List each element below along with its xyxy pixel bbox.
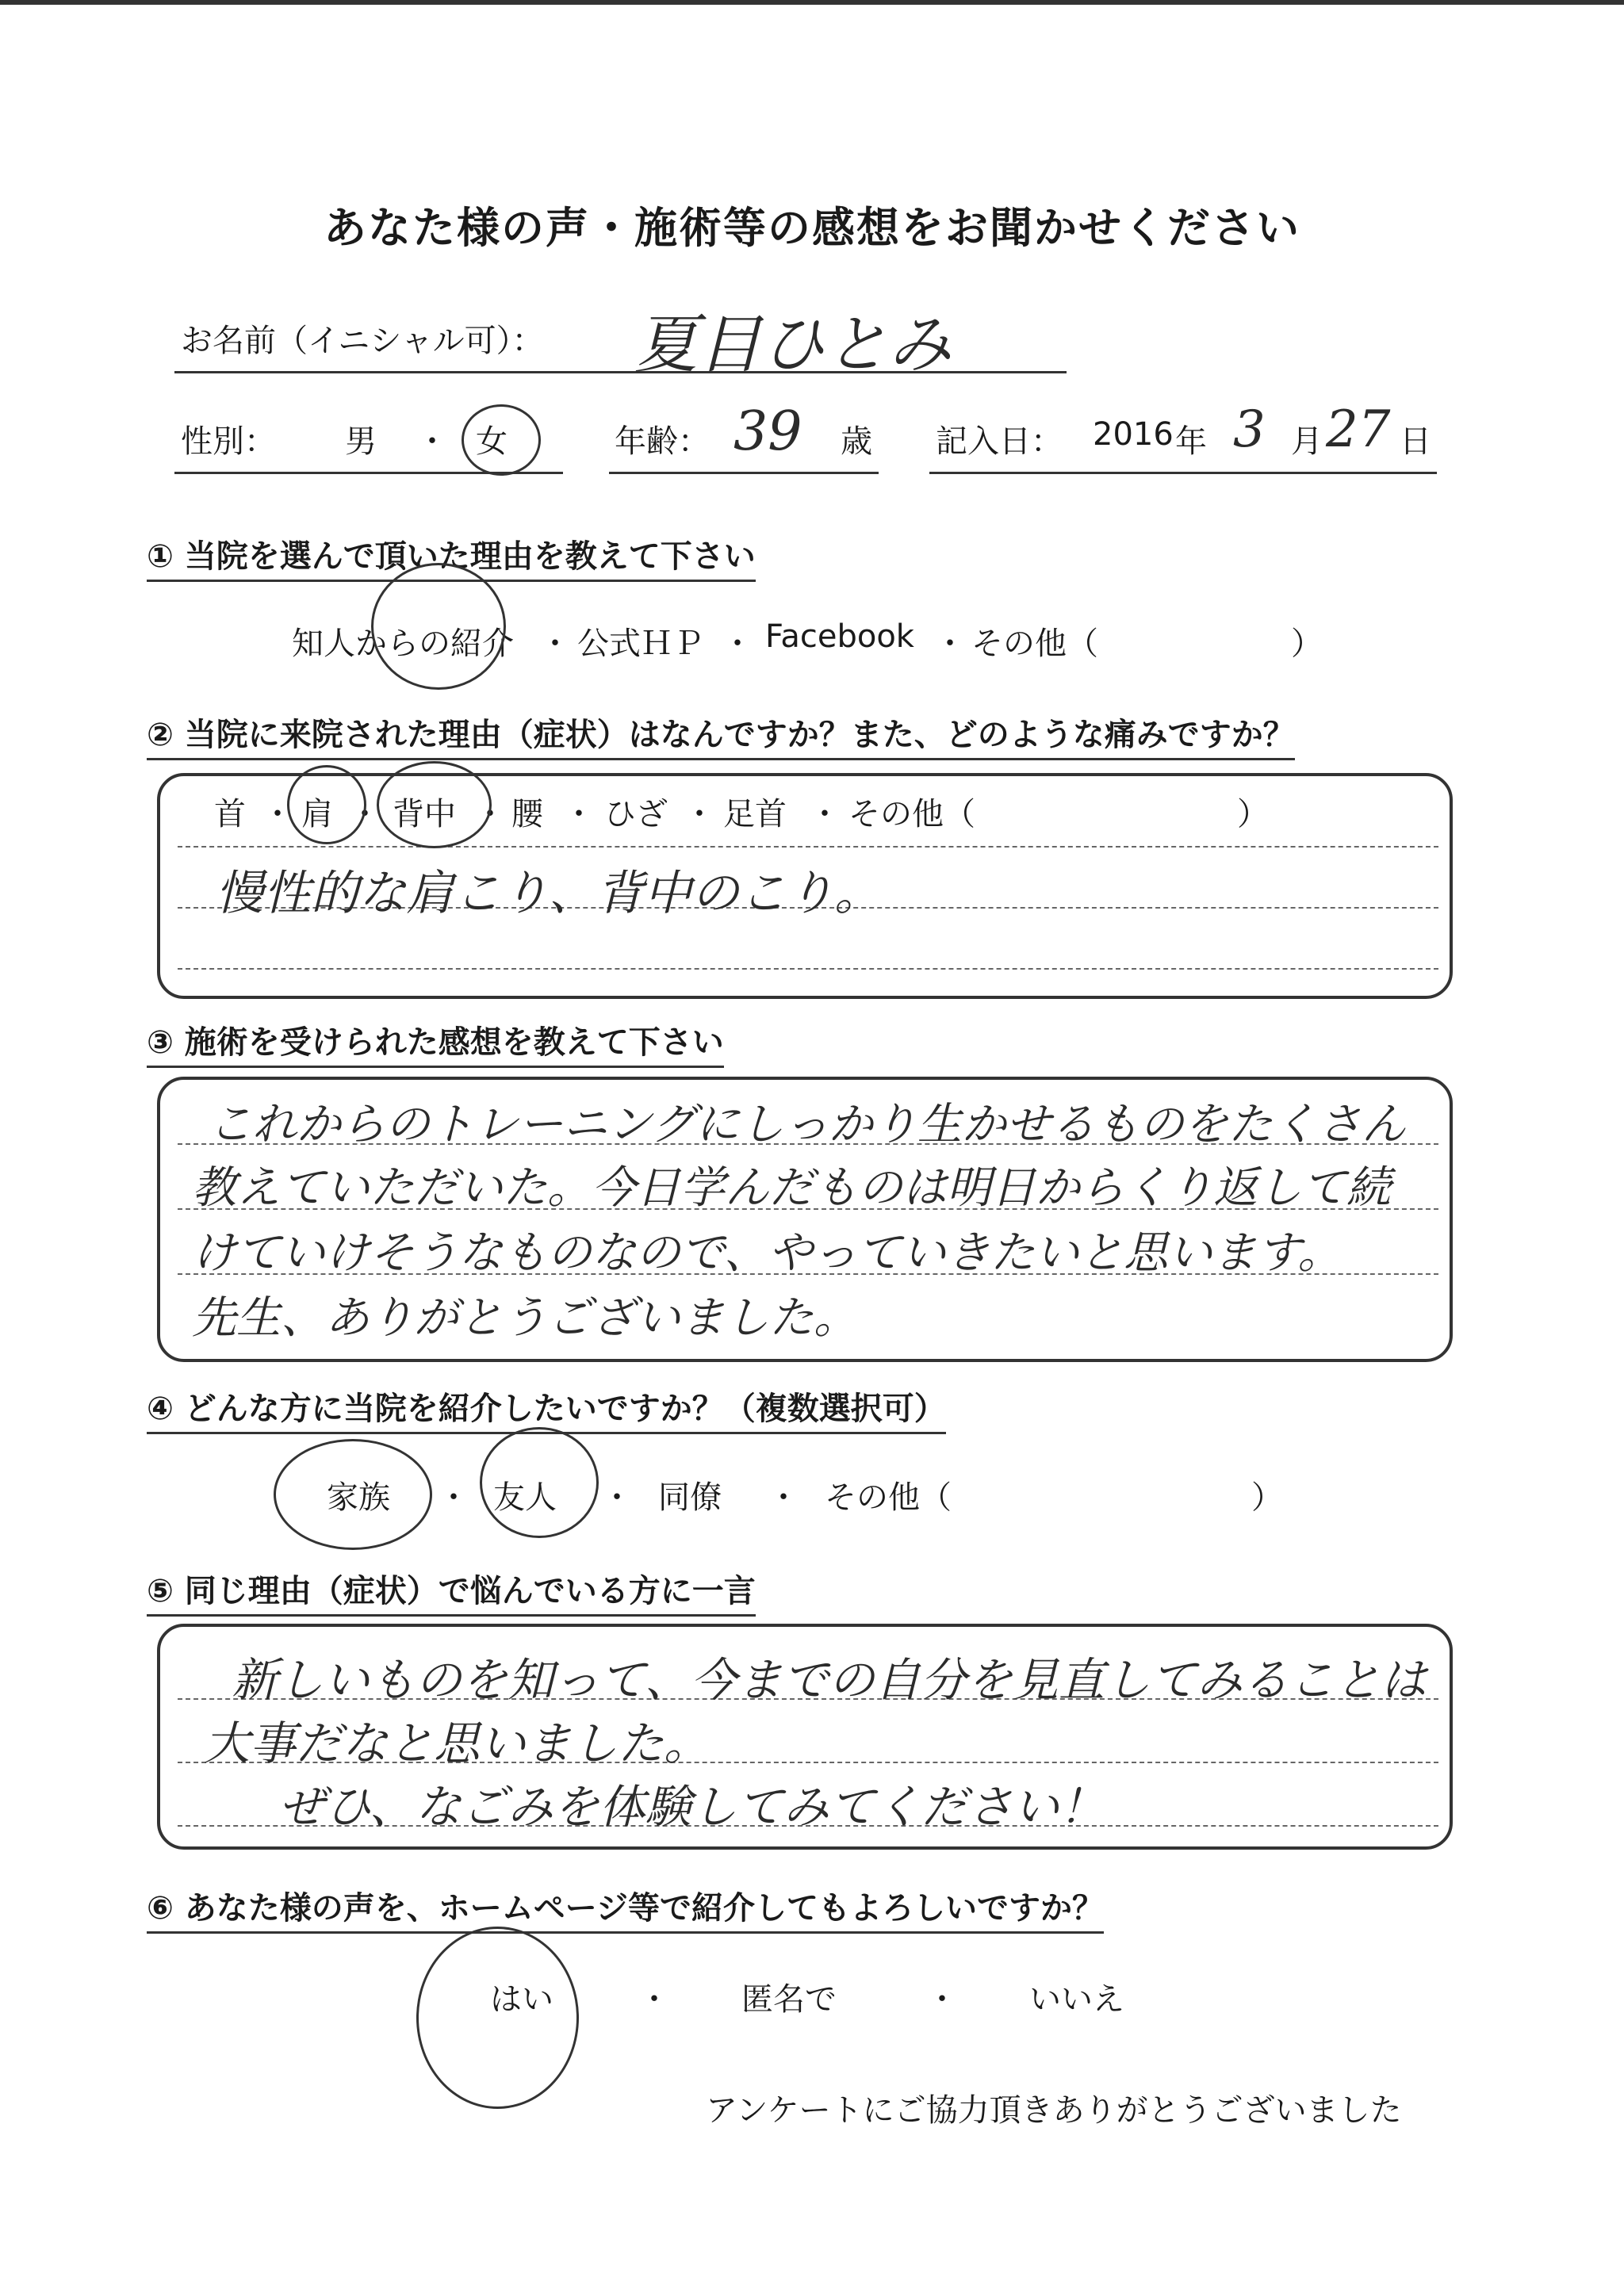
q2-close-paren: ） (1237, 796, 1269, 832)
age-value[interactable]: 39 (733, 400, 802, 463)
date-day[interactable]: 27 (1326, 400, 1391, 459)
top-edge (0, 0, 1624, 5)
q2-sep: ・ (474, 796, 506, 832)
date-day-unit: 日 (1400, 423, 1431, 460)
gender-selected-circle (462, 404, 541, 476)
q2-sep: ・ (262, 796, 293, 832)
gender-sep: ・ (416, 423, 448, 460)
q6-sep: ・ (638, 1981, 670, 2018)
q3-answer-box (157, 1077, 1453, 1362)
q5-answer-box (157, 1624, 1453, 1850)
q2-sep: ・ (349, 796, 381, 832)
q3-answer-line[interactable]: 先生、ありがとうございました。 (192, 1292, 858, 1344)
q1-option-other[interactable]: その他（ (971, 626, 1098, 662)
q4-close-paren: ） (1251, 1479, 1283, 1516)
footer-thanks: アンケートにご協力頂きありがとうございました (706, 2092, 1402, 2129)
q1-heading: ① 当院を選んで頂いた理由を教えて下さい (147, 531, 756, 582)
q6-selected-circle (416, 1927, 579, 2109)
age-unit: 歳 (841, 423, 872, 460)
q2-sep: ・ (563, 796, 595, 832)
date-underline (929, 472, 1437, 474)
q4-sep: ・ (601, 1479, 633, 1516)
q2-selected-circle-back (377, 761, 492, 848)
q3-answer-line[interactable]: けていけそうなものなので、やっていきたいと思います。 (192, 1227, 1342, 1279)
q6-option-yes[interactable]: はい (490, 1981, 553, 2018)
gender-female[interactable]: 女 (476, 423, 508, 460)
q5-answer-line[interactable]: ぜひ、なごみを体験してみてください！ (279, 1780, 1105, 1834)
q6-heading: ⑥ あなた様の声を、ホームページ等で紹介してもよろしいですか？ (147, 1883, 1104, 1934)
q5-answer-line[interactable]: 大事だなと思いました。 (204, 1716, 710, 1770)
q3-answer-line[interactable]: 教えていただいた。今日学んだものは明日からくり返して続 (192, 1162, 1391, 1214)
date-year-unit: 年 (1175, 423, 1207, 460)
q4-heading: ④ どんな方に当院を紹介したいですか？（複数選択可） (147, 1383, 946, 1434)
q1-close-paren: ） (1291, 626, 1323, 662)
q2-heading: ② 当院に来院された理由（症状）はなんですか？また、どのような痛みですか？ (147, 710, 1295, 760)
q6-option-anonymous[interactable]: 匿名で (741, 1981, 837, 2018)
age-label: 年齢： (615, 423, 710, 460)
q2-sep: ・ (684, 796, 715, 832)
q1-selected-circle (371, 563, 506, 690)
dashed-rule (178, 846, 1438, 848)
q4-selected-circle-family (274, 1439, 432, 1550)
q1-sep: ・ (934, 626, 966, 662)
q2-answer-text[interactable]: 慢性的な肩こり、背中のこり。 (216, 866, 882, 921)
q2-option-shoulder[interactable]: 肩 (301, 796, 333, 832)
q2-option-back[interactable]: 背中 (393, 796, 456, 832)
q1-option-referral[interactable]: 知人からの紹介 (292, 626, 514, 662)
q4-option-family[interactable]: 家族 (327, 1479, 390, 1516)
q2-option-lower-back[interactable]: 腰 (511, 796, 543, 832)
age-underline (609, 472, 879, 474)
q1-option-hp[interactable]: 公式ＨＰ (577, 626, 704, 662)
date-year: 2016 (1093, 416, 1174, 453)
date-label: 記入日： (936, 423, 1063, 460)
q4-option-colleague[interactable]: 同僚 (658, 1479, 722, 1516)
q4-option-other[interactable]: その他（ (825, 1479, 952, 1516)
page-title: あなた様の声・施術等の感想をお聞かせください (324, 203, 1300, 253)
q2-option-neck[interactable]: 首 (214, 796, 246, 832)
q4-sep: ・ (438, 1479, 469, 1516)
q2-selected-circle-shoulder (287, 765, 366, 844)
q3-answer-line[interactable]: これからのトレーニングにしっかり生かせるものをたくさん (208, 1099, 1406, 1150)
q4-sep: ・ (768, 1479, 799, 1516)
name-value[interactable]: 夏目ひとみ (634, 308, 952, 381)
dashed-rule (178, 968, 1438, 970)
q1-sep: ・ (539, 626, 571, 662)
date-month-unit: 月 (1291, 423, 1323, 460)
q4-option-friend[interactable]: 友人 (493, 1479, 557, 1516)
q5-heading: ⑤ 同じ理由（症状）で悩んでいる方に一言 (147, 1566, 756, 1617)
q3-heading: ③ 施術を受けられた感想を教えて下さい (147, 1017, 724, 1068)
q2-option-other[interactable]: その他（ (848, 796, 975, 832)
date-month[interactable]: 3 (1233, 400, 1266, 459)
q2-option-ankle[interactable]: 足首 (723, 796, 787, 832)
gender-label: 性別： (181, 423, 276, 460)
gender-male[interactable]: 男 (345, 423, 377, 460)
q5-answer-line[interactable]: 新しいものを知って、今までの自分を見直してみることは (232, 1653, 1427, 1707)
q2-sep: ・ (809, 796, 841, 832)
q1-option-facebook[interactable]: Facebook (765, 618, 914, 655)
q6-option-no[interactable]: いいえ (1029, 1981, 1124, 2018)
name-label: お名前（イニシャル可）： (181, 323, 544, 359)
q4-selected-circle-friend (480, 1427, 599, 1538)
q2-option-knee[interactable]: ひざ (604, 796, 668, 832)
q6-sep: ・ (926, 1981, 958, 2018)
q1-sep: ・ (722, 626, 753, 662)
